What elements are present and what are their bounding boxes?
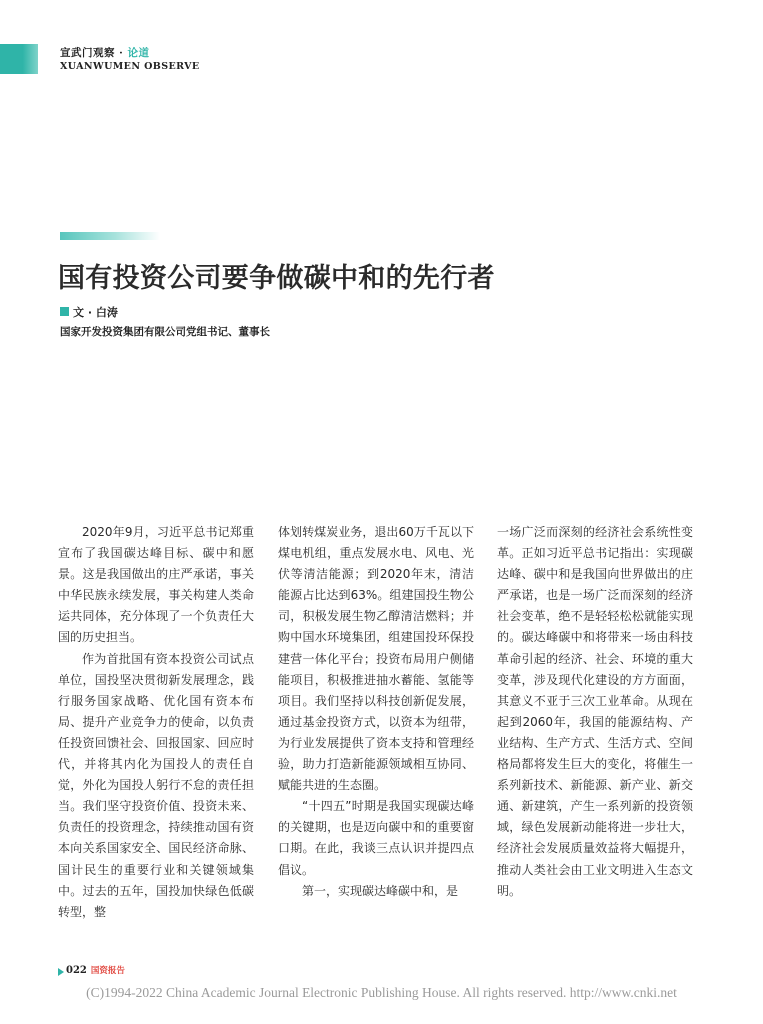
column-name bbox=[60, 45, 149, 60]
author-marker-icon bbox=[60, 307, 69, 316]
title-decoration-bar bbox=[60, 232, 160, 240]
author-affiliation: 国家开发投资集团有限公司党组书记、董事长 bbox=[60, 326, 270, 338]
paragraph: 一场广泛而深刻的经济社会系统性变革。正如习近平总书记指出：实现碳达峰、碳中和是我国向世界做出的庄严承诺，也是一场广泛而深刻的经济社会变革，绝不是轻轻松松就能实现的。碳达峰碳中和将带来一场由科技革命引起的经济、社会、环境的重大变革，涉及现代化建设的方方面面，其意义不亚于三次工业革命。从现在起到2060年，我国的能源结构、产业结构、生产方式、生活方式、空间格局都将发生巨大的变化，将催生一系列新技术、新能源、新产业、新交通、新建筑，产生一系列新的投资领域，绿色发展新动能将进一步壮大，经济社会发展质量效益将大幅提升，推动人类社会由工业文明进入生态文明。 bbox=[497, 525, 693, 898]
paragraph: 作为首批国有资本投资公司试点单位，国投坚决贯彻新发展理念，践行服务国家战略、优化国有资本布局、提升产业竞争力的使命，以负责任投资回馈社会、回报国家、回应时代，并将其内化为国投人的责任自觉，外化为国投人躬行不怠的责任担当。我们坚守投资价值、投资未来、负责任的投资理念，持续推动国有资本向关系国家安全、国民经济命脉、国计民生的重要行业和关键领域集中。过去的五年，国投加快绿色低碳转型，整 bbox=[58, 651, 254, 919]
section-name: 论道 bbox=[127, 47, 150, 59]
article-title: 国有投资公司要争做碳中和的先行者 bbox=[58, 263, 495, 294]
copyright-notice: (C)1994-2022 China Academic Journal Electronic Publishing House. All rights reserved. http://www.cnki.net bbox=[86, 985, 677, 1000]
column-name-text: 宣武门观察 · bbox=[60, 47, 128, 59]
page-number: 022 bbox=[66, 965, 87, 976]
header-accent-bar bbox=[0, 44, 38, 74]
page-footer bbox=[66, 964, 125, 976]
column-name-en: XUANWUMEN OBSERVE bbox=[60, 61, 200, 72]
paragraph: “十四五”时期是我国实现碳达峰的关键期，也是迈向碳中和的重要窗口期。在此，我谈三点认识并提四点倡议。 bbox=[278, 799, 474, 877]
page-marker-icon bbox=[58, 968, 64, 976]
text-column-2 bbox=[278, 522, 474, 902]
article-author: 文 · 白涛 bbox=[73, 306, 118, 319]
text-column-3 bbox=[497, 522, 693, 902]
magazine-name: 国资报告 bbox=[90, 966, 125, 976]
text-column-1 bbox=[58, 522, 254, 923]
paragraph: 第一，实现碳达峰碳中和，是 bbox=[302, 883, 459, 898]
paragraph: 2020年9月，习近平总书记郑重宣布了我国碳达峰目标、碳中和愿景。这是我国做出的庄严承诺，事关中华民族永续发展，事关构建人类命运共同体，充分体现了一个负责任大国的历史担当。 bbox=[58, 525, 254, 645]
paragraph: 体划转煤炭业务，退出60万千瓦以下煤电机组，重点发展水电、风电、光伏等清洁能源；到2020年末，清洁能源占比达到63%。组建国投生物公司，积极发展生物乙醇清洁燃料；并购中国水环境集团，组建国投环保投建营一体化平台；投资布局用户侧储能项目，积极推进抽水蓄能、氢能等项目。我们坚持以科技创新促发展，通过基金投资方式，以资本为纽带，为行业发展提供了资本支持和管理经验，助力打造新能源领域相互协同、赋能共进的生态圈。 bbox=[278, 525, 474, 793]
